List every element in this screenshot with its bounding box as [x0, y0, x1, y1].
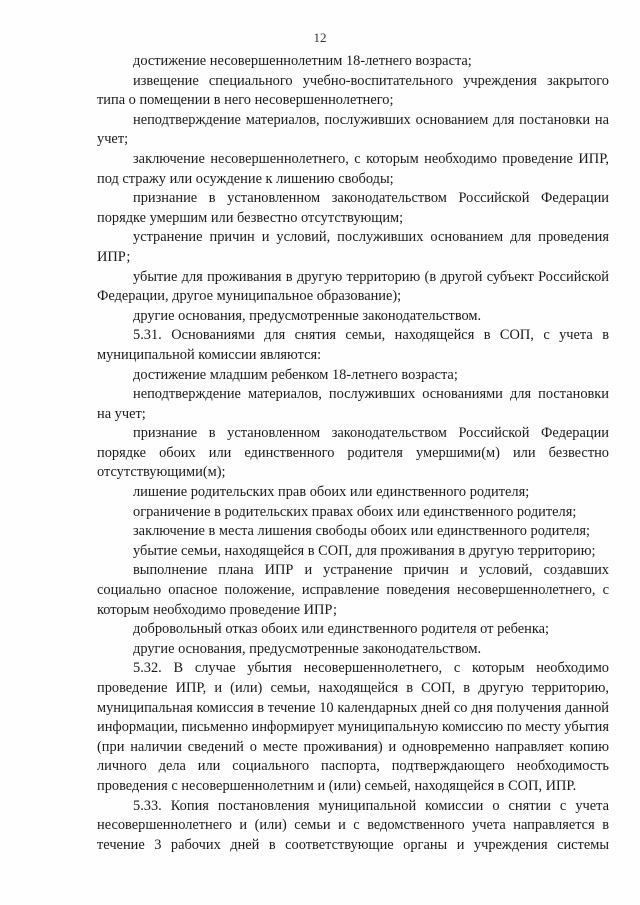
paragraph: извещение специального учебно-воспитательного учреждения закрытого типа о помещении в него несовершеннолетнего; [97, 72, 609, 109]
paragraph-5-31: 5.31. Основаниями для снятия семьи, находящейся в СОП, с учета в муниципальной комиссии являются: [97, 327, 609, 363]
paragraph: заключение в места лишения свободы обоих или единственного родителя; [133, 523, 590, 540]
paragraph: признание в установленном законодательством Российской Федерации порядке умершим или безвестно отсутствующим; [97, 190, 609, 226]
paragraph: устранение причин и условий, послуживших основанием для проведения ИПР; [97, 229, 609, 265]
paragraph: убытие семьи, находящейся в СОП, для проживания в другую территорию; [133, 542, 596, 559]
paragraph-5-33: 5.33. Копия постановления муниципальной комиссии о снятии с учета несовершеннолетнего и (или) семьи и с ведомственного учета направляется в течение 3 рабочих дней в соответствующие органы и учреждения системы [97, 797, 609, 853]
paragraph: заключение несовершеннолетнего, с которым необходимо проведение ИПР, под стражу или осуждение к лишению свободы; [97, 150, 609, 187]
paragraph: добровольный отказ обоих или единственного родителя от ребенка; [133, 621, 550, 638]
paragraph-5-32: 5.32. В случае убытия несовершеннолетнего, с которым необходимо проведение ИПР, и (или) семьи, находящейся в СОП, в другую территорию, муниципальная комиссия в течение 10 календарных дней со дня получения данной информации, письменно информирует муниципальную комиссию по месту убытия (при наличии сведений о месте проживания) и одновременно направляет копию личного дела или социального паспорта, подтверждающего необходимость проведения с несовершеннолетним и (или) семьей, находящейся в СОП, ИПР. [97, 660, 609, 794]
paragraph: признание в установленном законодательством Российской Федерации порядке обоих или единственного родителя умершими(м) или безвестно отсутствующими(м); [97, 425, 609, 481]
paragraph: выполнение плана ИПР и устранение причин и условий, создавших социально опасное положение, исправление поведения несовершеннолетнего, с которым необходимо проведение ИПР; [97, 562, 609, 618]
paragraph: лишение родительских прав обоих или единственного родителя; [133, 484, 530, 501]
paragraph: неподтверждение материалов, послуживших основанием для постановки на учет; [97, 111, 609, 148]
paragraph: убытие для проживания в другую территорию (в другой субъект Российской Федерации, другое муниципальное образование); [97, 268, 609, 305]
page-number: 12 [313, 30, 327, 45]
paragraph: неподтверждение материалов, послуживших основаниями для постановки на учет; [97, 386, 609, 422]
paragraph: другие основания, предусмотренные законодательством. [133, 307, 482, 324]
paragraph: достижение несовершеннолетним 18-летнего возраста; [133, 53, 472, 69]
paragraph: достижение младшим ребенком 18-летнего возраста; [133, 366, 458, 383]
document-body [97, 52, 609, 855]
paragraph: ограничение в родительских правах обоих или единственного родителя; [133, 503, 577, 520]
paragraph: другие основания, предусмотренные законодательством. [133, 640, 482, 657]
